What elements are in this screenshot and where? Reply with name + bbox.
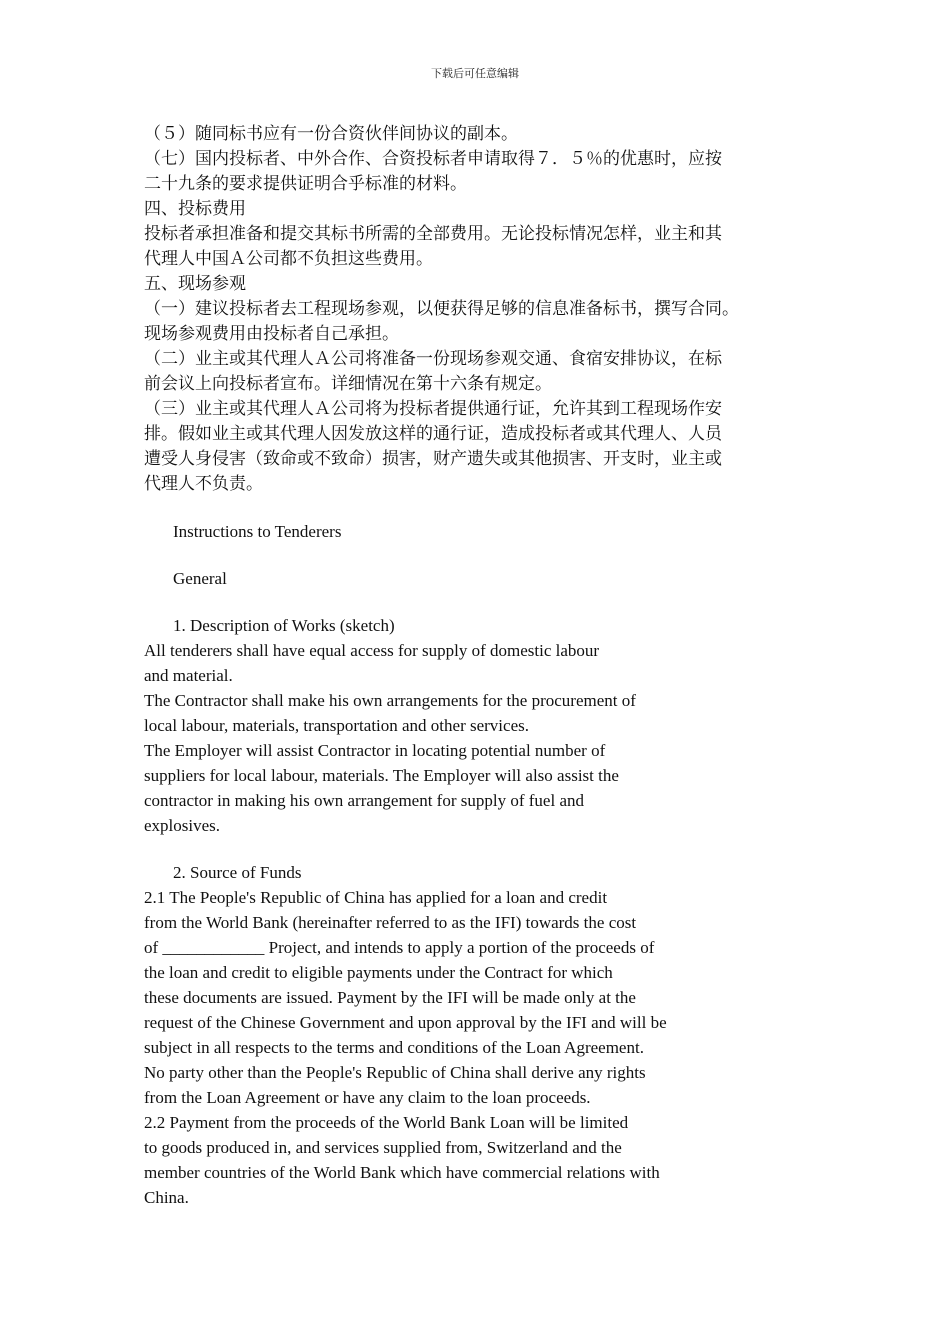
text-line: contractor in making his own arrangement for supply of fuel and — [144, 791, 584, 810]
text-line: from the Loan Agreement or have any claim to the loan proceeds. — [144, 1088, 591, 1107]
document-subtitle: General — [173, 569, 227, 588]
text-line: to goods produced in, and services supplied from, Switzerland and the — [144, 1138, 622, 1157]
text-line: 前会议上向投标者宣布。详细情况在第十六条有规定。 — [144, 374, 552, 394]
spacer — [144, 497, 844, 519]
text-line: China. — [144, 1188, 189, 1207]
english-section — [144, 519, 844, 1210]
section-heading: 2. Source of Funds — [173, 863, 302, 882]
chinese-section — [144, 122, 844, 497]
text-line: explosives. — [144, 816, 221, 835]
text-line: 遭受人身侵害（致命或不致命）损害，财产遗失或其他损害、开支时，业主或 — [144, 449, 722, 469]
text-line: 2.2 Payment from the proceeds of the World Bank Loan will be limited — [144, 1113, 629, 1132]
text-line: 现场参观费用由投标者自己承担。 — [144, 324, 399, 344]
text-line: request of the Chinese Government and upon approval by the IFI and will be — [144, 1013, 667, 1032]
text-line: （三）业主或其代理人Ａ公司将为投标者提供通行证，允许其到工程现场作安 — [144, 399, 722, 419]
text-line: of ____________ Project, and intends to apply a portion of the proceeds of — [144, 938, 655, 957]
text-line: No party other than the People's Republic of China shall derive any rights — [144, 1063, 646, 1082]
text-line: these documents are issued. Payment by the IFI will be made only at the — [144, 988, 636, 1007]
text-line: member countries of the World Bank which have commercial relations with — [144, 1163, 660, 1182]
spacer — [144, 591, 844, 613]
text-line: All tenderers shall have equal access for supply of domestic labour — [144, 641, 600, 660]
text-line: （一）建议投标者去工程现场参观，以便获得足够的信息准备标书，撰写合同。 — [144, 299, 739, 319]
text-line: 代理人不负责。 — [144, 474, 263, 494]
text-line: suppliers for local labour, materials. The Employer will also assist the — [144, 766, 619, 785]
text-line: 二十九条的要求提供证明合乎标准的材料。 — [144, 174, 467, 194]
section-heading: 1. Description of Works (sketch) — [173, 616, 395, 635]
section-heading: 四、投标费用 — [144, 199, 246, 219]
text-line: The Employer will assist Contractor in locating potential number of — [144, 741, 606, 760]
text-line: from the World Bank (hereinafter referred to as the IFI) towards the cost — [144, 913, 637, 932]
text-line: the loan and credit to eligible payments under the Contract for which — [144, 963, 613, 982]
spacer — [144, 544, 844, 566]
spacer — [144, 838, 844, 860]
text-line: 排。假如业主或其代理人因发放这样的通行证，造成投标者或其代理人、人员 — [144, 424, 722, 444]
text-line: local labour, materials, transportation and other services. — [144, 716, 529, 735]
page-header: 下载后可任意编辑 — [431, 67, 519, 80]
text-line: The Contractor shall make his own arrangements for the procurement of — [144, 691, 636, 710]
document-title: Instructions to Tenderers — [173, 522, 342, 541]
text-line: subject in all respects to the terms and conditions of the Loan Agreement. — [144, 1038, 644, 1057]
text-line: 代理人中国Ａ公司都不负担这些费用。 — [144, 249, 433, 269]
document-body — [144, 122, 844, 1210]
text-line: （七）国内投标者、中外合作、合资投标者申请取得７．５％的优惠时，应按 — [144, 149, 722, 169]
text-line: 2.1 The People's Republic of China has applied for a loan and credit — [144, 888, 608, 907]
text-line: （二）业主或其代理人Ａ公司将准备一份现场参观交通、食宿安排协议，在标 — [144, 349, 722, 369]
text-line: and material. — [144, 666, 233, 685]
section-heading: 五、现场参观 — [144, 274, 246, 294]
text-line: （５）随同标书应有一份合资伙伴间协议的副本。 — [144, 124, 518, 144]
text-line: 投标者承担准备和提交其标书所需的全部费用。无论投标情况怎样，业主和其 — [144, 224, 722, 244]
